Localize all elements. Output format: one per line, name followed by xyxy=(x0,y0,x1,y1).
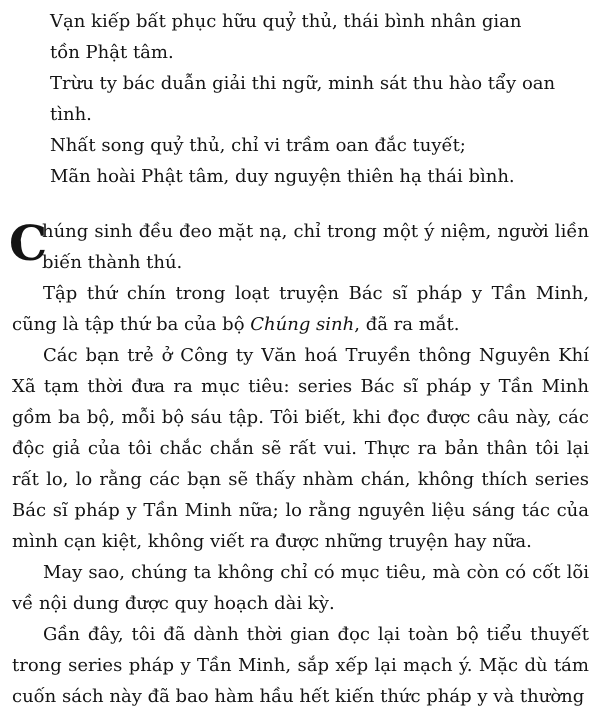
paragraph-1-start: Tập thứ chín trong loạt truyện Bác sĩ pháp y Tần Minh, cũng là tập thứ ba của bộ xyxy=(12,283,589,335)
book-title-emphasis: Chúng sinh xyxy=(250,314,355,335)
poem-line: tình. xyxy=(50,104,92,125)
decorative-drop-cap-c-icon xyxy=(9,216,48,272)
drop-cap-glyph: C xyxy=(9,216,48,272)
book-page xyxy=(9,0,589,712)
intro-paragraph xyxy=(9,216,589,278)
poem-line: Mãn hoài Phật tâm, duy nguyện thiên hạ thái bình. xyxy=(50,166,515,187)
poem-line: Nhất song quỷ thủ, chỉ vi trầm oan đắc tuyết; xyxy=(50,135,466,156)
paragraph-3: May sao, chúng ta không chỉ có mục tiêu, mà còn có cốt lõi về nội dung được quy hoạch dài kỳ. xyxy=(12,562,589,614)
paragraph-1-end: , đã ra mắt. xyxy=(354,314,460,335)
drop-cap-letter xyxy=(9,216,48,272)
epigraph-poem xyxy=(12,0,589,192)
paragraph-1 xyxy=(12,278,589,340)
poem-line: Vạn kiếp bất phục hữu quỷ thủ, thái bình nhân gian xyxy=(50,11,522,32)
poem-line: Trừu ty bác duẫn giải thi ngữ, minh sát thu hào tẩy oan xyxy=(50,73,556,94)
paragraph-2: Các bạn trẻ ở Công ty Văn hoá Truyền thông Nguyên Khí Xã tạm thời đưa ra mục tiêu: series Bác sĩ pháp y Tần Minh gồm ba bộ, mỗi bộ sáu tập. Tôi biết, khi đọc được câu này, các độc giả của tôi chắc chắn sẽ rất vui. Thực ra bản thân tôi lại rất lo, lo rằng các bạn sẽ thấy nhàm chán, không thích series Bác sĩ pháp y Tần Minh nữa; lo rằng nguyên liệu sáng tác của mình cạn kiệt, không viết ra được những truyện hay nữa. xyxy=(12,345,589,552)
poem-line: tồn Phật tâm. xyxy=(50,42,174,63)
paragraph-4: Gần đây, tôi đã dành thời gian đọc lại toàn bộ tiểu thuyết trong series pháp y Tần Minh, sắp xếp lại mạch ý. Mặc dù tám cuốn sách này đã bao hàm hầu hết kiến thức pháp y và thường xyxy=(12,624,589,707)
intro-text: húng sinh đều đeo mặt nạ, chỉ trong một ý niệm, người liền biến thành thú. xyxy=(42,221,589,273)
